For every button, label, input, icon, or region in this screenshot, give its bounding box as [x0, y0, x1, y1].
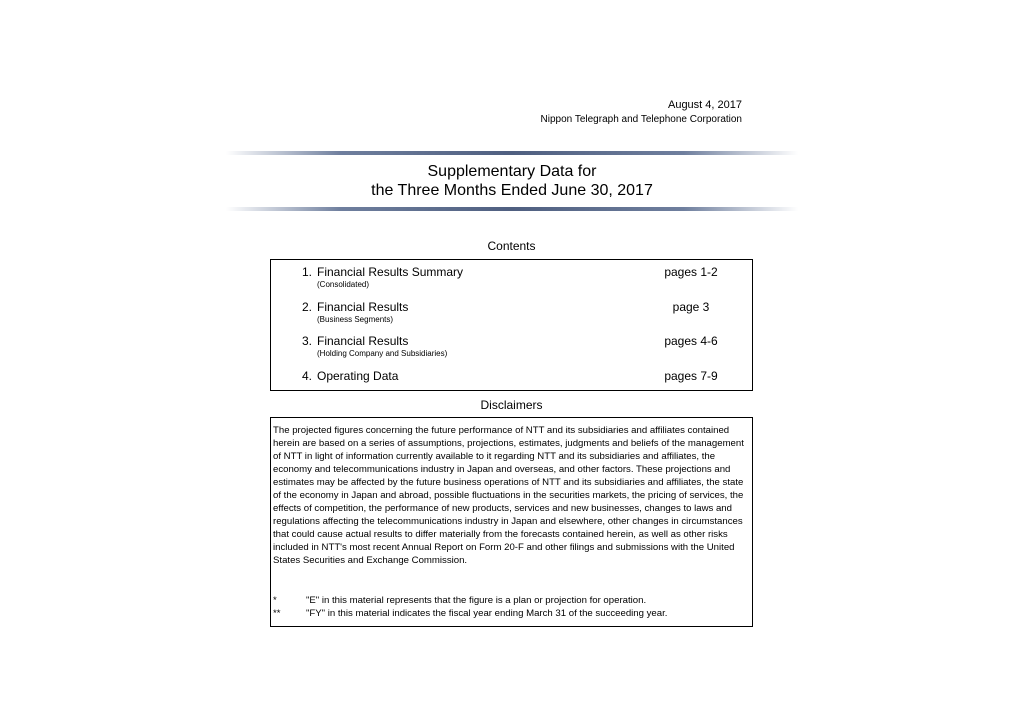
- toc-subtitle: (Consolidated): [317, 280, 370, 289]
- toc-pages: pages 1-2: [664, 265, 718, 279]
- toc-pages: pages 4-6: [664, 334, 718, 348]
- disclaimers-heading: Disclaimers: [480, 398, 543, 412]
- toc-pages: page 3: [672, 300, 710, 314]
- toc-title: Operating Data: [317, 369, 399, 383]
- page-title-line1: Supplementary Data for: [427, 163, 597, 180]
- page-title-line2: the Three Months Ended June 30, 2017: [371, 182, 653, 199]
- toc-subtitle: (Business Segments): [317, 315, 394, 324]
- footnote-mark: **: [273, 608, 281, 619]
- toc-title: Financial Results: [317, 300, 409, 314]
- contents-heading: Contents: [487, 239, 536, 253]
- toc-title: Financial Results Summary: [317, 265, 464, 279]
- toc-pages: pages 7-9: [664, 369, 718, 383]
- toc-number: 1.: [302, 265, 313, 279]
- report-date: August 4, 2017: [667, 99, 742, 111]
- toc-title: Financial Results: [317, 334, 409, 348]
- title-rule-bottom: [226, 207, 798, 211]
- toc-number: 2.: [302, 300, 313, 314]
- footnote-mark: *: [273, 595, 277, 606]
- contents-box: [270, 259, 753, 391]
- footnote-text: "E" in this material represents that the figure is a plan or projection for operation.: [306, 595, 647, 606]
- toc-subtitle: (Holding Company and Subsidiaries): [317, 349, 448, 358]
- footnote-text: "FY" in this material indicates the fiscal year ending March 31 of the succeeding year.: [306, 608, 668, 619]
- toc-number: 3.: [302, 334, 313, 348]
- disclaimer-box: [270, 417, 753, 627]
- disclaimer-text: The projected figures concerning the future performance of NTT and its subsidiaries and affiliates contained herein are based on a series of assumptions, projections, estimates, judgments and beliefs of the management of NTT in light of information currently available to it regarding NTT and its subsidiaries and affiliates, the economy and telecommunications industry in Japan and overseas, and other factors. These projections and estimates may be affected by the future business operations of NTT and its subsidiaries and affiliates, the state of the economy in Japan and abroad, possible fluctuations in the securities markets, the pricing of services, the effects of competition, the performance of new products, services and new businesses, changes to laws and regulations affecting the telecommunications industry in Japan and elsewhere, other changes in circumstances that could cause actual results to differ materially from the forecasts contained herein, as well as other risks included in NTT's most recent Annual Report on Form 20-F and other filings and submissions with the United States Securities and Exchange Commission.: [273, 425, 744, 566]
- title-rule-top: [226, 151, 798, 155]
- toc-number: 4.: [302, 369, 313, 383]
- company-name: Nippon Telegraph and Telephone Corporation: [540, 114, 742, 125]
